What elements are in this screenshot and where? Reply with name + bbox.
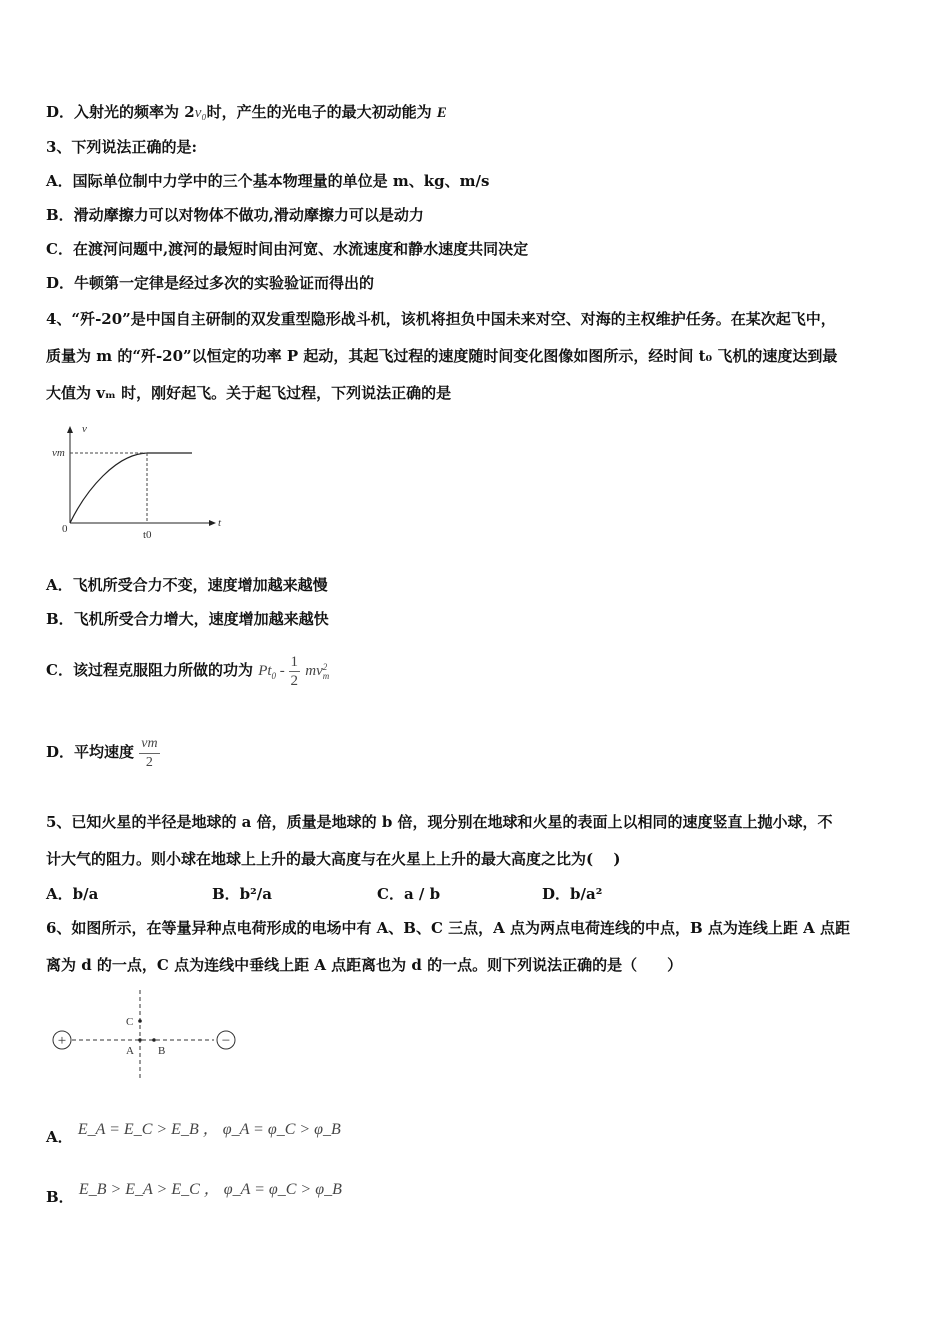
point-c	[138, 1019, 142, 1023]
q6-option-a: A． E_A = E_C > E_B ， φ_A = φ_C > φ_B	[46, 1121, 341, 1146]
label-c: C	[126, 1016, 134, 1028]
q6-option-b: B． E_B > E_A > E_C ， φ_A = φ_C > φ_B	[46, 1181, 342, 1206]
q3-option-d: D．牛顿第一定律是经过多次的实验验证而得出的	[46, 274, 375, 292]
q4-option-c-formula: $Pt_0$ -	[258, 663, 289, 681]
graph-x-label: t	[218, 517, 222, 529]
q6-stem-line1: 6、如图所示，在等量异种点电荷形成的电场中有 A、B、C 三点，A 点为两点电荷连线的中点，B 点为连线上距 A 点距	[46, 919, 850, 937]
q4-stem-line1: 4、“歼-20”是中国自主研制的双发重型隐形战斗机，该机将担负中国未来对空、对海的主权维护任务。在某次起飞中，	[46, 310, 836, 328]
q6-stem-line2: 离为 d 的一点，C 点为连线中垂线上距 A 点距离也为 d 的一点。则下列说法正确的是（ ）	[46, 956, 683, 974]
label-b: B	[158, 1045, 166, 1057]
graph-x-arrow	[209, 520, 216, 526]
q3-option-c: C．在渡河问题中,渡河的最短时间由河宽、水流速度和静水速度共同决定	[46, 240, 529, 258]
q5-option-d: D．b/a²	[542, 885, 603, 903]
q6-option-b-formula: E_B > E_A > E_C ， φ_A = φ_C > φ_B	[78, 1181, 342, 1198]
q4-option-d-fraction: $\frac{vm}{2}$	[141, 735, 158, 770]
q4-option-d: D．平均速度 $\frac{vm}{2}$	[46, 735, 158, 770]
q5-stem-line1: 5、已知火星的半径是地球的 a 倍，质量是地球的 b 倍，现分别在地球和火星的表面上以相同的速度竖直上抛小球，不	[46, 813, 833, 831]
graph-velocity-curve	[70, 453, 192, 523]
q3-option-a: A．国际单位制中力学中的三个基本物理量的单位是 m、kg、m/s	[46, 172, 490, 190]
q3-option-b: B．滑动摩擦力可以对物体不做功,滑动摩擦力可以是动力	[46, 206, 424, 224]
q4-option-c: C．该过程克服阻力所做的功为 $Pt_0$ - $\frac{1}{2}$ mv 2 m	[46, 653, 330, 689]
q4-velocity-time-graph	[46, 420, 236, 545]
graph-y-arrow	[67, 426, 73, 433]
q4-stem-line2: 质量为 m 的“歼-20”以恒定的功率 P 起动，其起飞过程的速度随时间变化图像如图所示，经时间 t₀ 飞机的速度达到最	[46, 347, 838, 365]
label-a: A	[126, 1045, 134, 1057]
q4-stem-line3: 大值为 vₘ 时，刚好起飞。关于起飞过程，下列说法正确的是	[46, 384, 452, 402]
q2-option-d: D．入射光的频率为 2ν₀时，产生的光电子的最大初动能为 E	[46, 103, 447, 121]
graph-t0-label: t0	[143, 529, 152, 541]
graph-vm-label: vm	[52, 447, 65, 459]
q5-stem-line2: 计大气的阻力。则小球在地球上上升的最大高度与在火星上上升的最大高度之比为( )	[46, 850, 621, 868]
q5-option-c: C．a / b	[377, 885, 441, 903]
graph-y-label: v	[82, 423, 87, 435]
point-a	[138, 1038, 142, 1042]
q4-option-a: A．飞机所受合力不变，速度增加越来越慢	[46, 576, 328, 594]
q5-option-a: A．b/a	[46, 885, 99, 903]
q4-option-b: B．飞机所受合力增大，速度增加越来越快	[46, 610, 329, 628]
graph-origin-label: 0	[62, 523, 68, 535]
q5-option-b: B．b²/a	[212, 885, 272, 903]
q6-charge-diagram	[46, 988, 246, 1083]
q6-option-a-formula: E_A = E_C > E_B ， φ_A = φ_C > φ_B	[77, 1121, 341, 1138]
svg-text:−: −	[221, 1033, 231, 1049]
q3-stem: 3、下列说法正确的是:	[46, 138, 197, 156]
point-b	[152, 1038, 156, 1042]
svg-text:+: +	[57, 1033, 67, 1049]
q4-option-c-fraction: $\frac{1}{2}$	[290, 653, 299, 689]
